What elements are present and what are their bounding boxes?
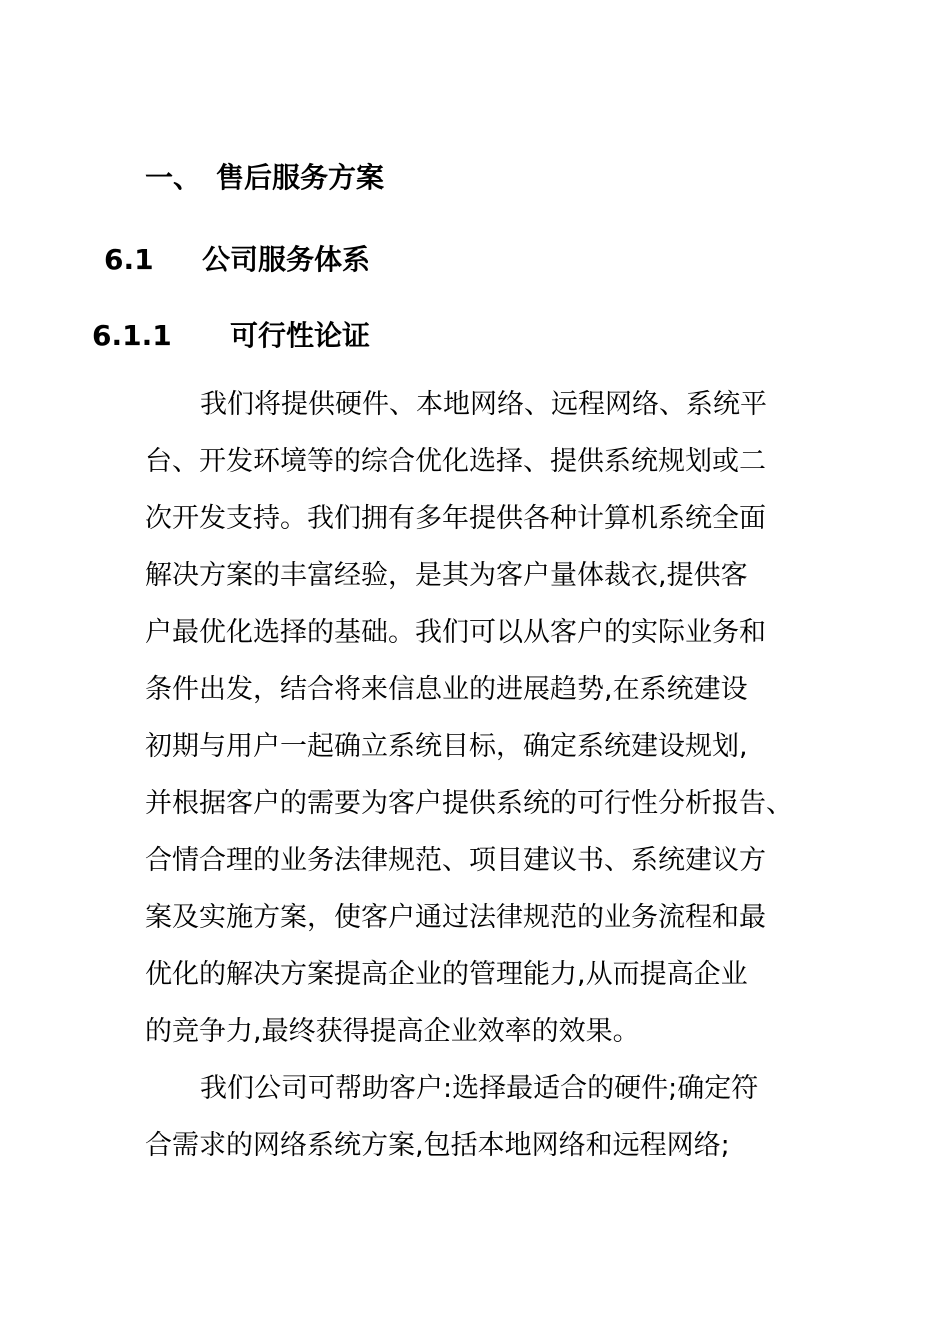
paragraph-line: 合情合理的业务法律规范、项目建议书、系统建议方 [145,845,766,876]
heading-title: 公司服务体系 [202,243,371,276]
paragraph-line: 条件出发，结合将来信息业的进展趋势,在系统建设 [145,674,748,705]
heading-title: 可行性论证 [230,319,371,352]
heading-number: 一、 [145,161,202,194]
paragraph-line: 的竞争力,最终获得提高企业效率的效果。 [145,1016,640,1047]
paragraph-line: 我们公司可帮助客户:选择最适合的硬件;确定符 [200,1073,759,1104]
paragraph-line: 户最优化选择的基础。我们可以从客户的实际业务和 [145,617,766,648]
paragraph-line: 并根据客户的需要为客户提供系统的可行性分析报告、 [145,788,793,819]
paragraph-line: 台、开发环境等的综合优化选择、提供系统规划或二 [145,446,766,477]
paragraph-line: 我们将提供硬件、本地网络、远程网络、系统平 [200,389,767,420]
paragraph-line: 解决方案的丰富经验，是其为客户量体裁衣,提供客 [145,560,748,591]
paragraph-line: 合需求的网络系统方案,包括本地网络和远程网络; [145,1130,730,1161]
paragraph-line: 优化的解决方案提高企业的管理能力,从而提高企业 [145,959,748,990]
paragraph-line: 案及实施方案，使客户通过法律规范的业务流程和最 [145,902,766,933]
heading-number: 6.1 [104,243,154,276]
paragraph-line: 初期与用户一起确立系统目标，确定系统建设规划, [145,731,748,762]
heading-title: 售后服务方案 [216,161,385,194]
heading-number: 6.1.1 [92,319,172,352]
paragraph-line: 次开发支持。我们拥有多年提供各种计算机系统全面 [145,503,766,534]
